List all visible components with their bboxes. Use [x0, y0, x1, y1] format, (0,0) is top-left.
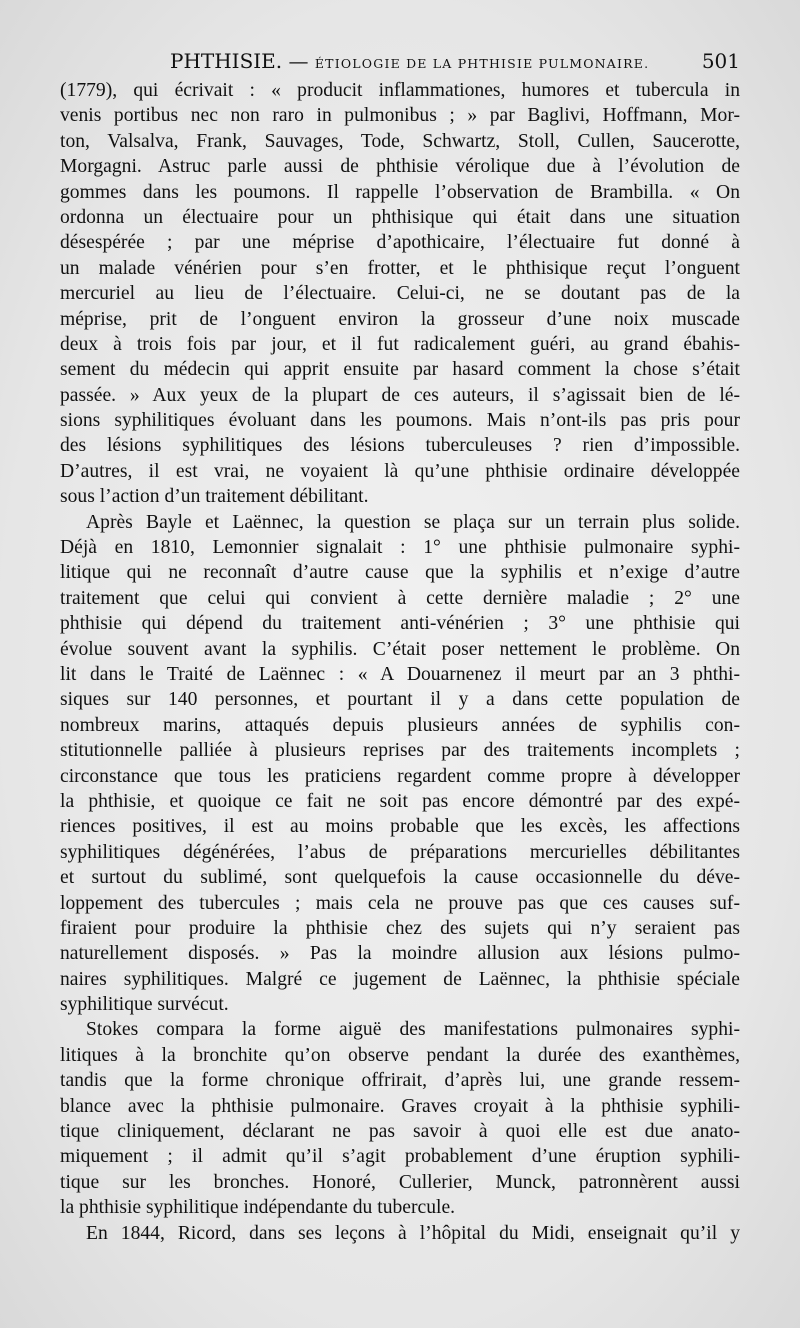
text-line: firaient pour produire la phthisie chez des sujets qui n’y seraient pas — [60, 917, 740, 939]
text-line: litiques à la bronchite qu’on observe pendant la durée des exanthèmes, — [60, 1044, 740, 1066]
text-line: sement du médecin qui apprit ensuite par hasard comment la chose s’était — [60, 359, 740, 381]
text-line: circonstance que tous les praticiens regardent comme propre à développer — [60, 765, 740, 787]
text-line: miquement ; il admit qu’il s’agit probablement d’une éruption syphili- — [60, 1146, 740, 1168]
text-line: naturellement disposés. » Pas la moindre allusion aux lésions pulmo- — [60, 943, 740, 965]
text-line: la phthisie, et quoique ce fait ne soit pas encore démontré par des expé- — [60, 790, 740, 812]
text-line: sous l’action d’un traitement débilitant. — [60, 486, 369, 508]
running-head-subtitle: ÉTIOLOGIE DE LA PHTHISIE PULMONAIRE. — [314, 56, 650, 71]
text-line: tique cliniquement, déclarant ne pas savoir à quoi elle est due anato- — [60, 1121, 740, 1143]
text-line: passée. » Aux yeux de la plupart de ces auteurs, il s’agissait bien de lé- — [60, 384, 740, 406]
text-line: siques sur 140 personnes, et pourtant il y a dans cette population de — [60, 689, 740, 711]
text-line: désespérée ; par une méprise d’apothicaire, l’électuaire fut donné à — [60, 232, 740, 254]
text-line: méprise, prit de l’onguent environ la grosseur d’une noix muscade — [60, 308, 740, 330]
text-line: naires syphilitiques. Malgré ce jugement de Laënnec, la phthisie spéciale — [60, 968, 740, 990]
text-line: syphilitiques dégénérées, l’abus de préparations mercurielles débilitantes — [60, 841, 740, 863]
text-line: mercuriel au lieu de l’électuaire. Celui-ci, ne se doutant pas de la — [60, 283, 740, 305]
text-line: gommes dans les poumons. Il rappelle l’observation de Brambilla. « On — [60, 181, 740, 203]
text-line: deux à trois fois par jour, et il fut radicalement guéri, au grand ébahis- — [60, 333, 740, 355]
page-number: 501 — [701, 49, 740, 73]
text-line: Après Bayle et Laënnec, la question se plaça sur un terrain plus solide. — [86, 511, 740, 533]
text-line: évolue souvent avant la syphilis. C’était poser nettement le problème. On — [60, 638, 740, 660]
text-line: (1779), qui écrivait : « producit inflammationes, humores et tubercula in — [60, 80, 740, 101]
body-text — [60, 78, 740, 1246]
text-line: et surtout du sublimé, sont quelquefois la cause occasionnelle du déve- — [60, 867, 740, 889]
text-line: ton, Valsalva, Frank, Sauvages, Tode, Schwartz, Stoll, Cullen, Saucerotte, — [60, 130, 740, 152]
text-line: traitement que celui qui convient à cette dernière maladie ; 2° une — [60, 587, 740, 609]
running-head-dash: — — [282, 49, 315, 73]
text-line: Stokes compara la forme aiguë des manifestations pulmonaires syphi- — [86, 1019, 740, 1041]
text-line: litique qui ne reconnaît d’autre cause que la syphilis et n’exige d’autre — [60, 562, 740, 584]
text-line: syphilitique survécut. — [60, 994, 229, 1016]
text-line: stitutionnelle palliée à plusieurs reprises par des traitements incomplets ; — [60, 740, 740, 762]
text-line: loppement des tubercules ; mais cela ne prouve pas que ces causes suf- — [60, 892, 740, 914]
text-line: lit dans le Traité de Laënnec : « A Douarnenez il meurt par an 3 phthi- — [60, 663, 740, 685]
text-line: sions syphilitiques évoluant dans les poumons. Mais n’ont-ils pas pris pour — [60, 410, 740, 432]
text-line: un malade vénérien pour s’en frotter, et le phthisique reçut l’onguent — [60, 257, 740, 279]
text-line: D’autres, il est vrai, ne voyaient là qu’une phthisie ordinaire développée — [60, 460, 740, 482]
text-line: phthisie qui dépend du traitement anti-vénérien ; 3° une phthisie qui — [60, 613, 740, 635]
text-line: tandis que la forme chronique offrirait, d’après lui, une grande ressem- — [60, 1070, 740, 1092]
text-line: tique sur les bronches. Honoré, Cullerier, Munck, patronnèrent aussi — [60, 1171, 740, 1193]
text-line: En 1844, Ricord, dans ses leçons à l’hôpital du Midi, enseignait qu’il y — [86, 1222, 740, 1244]
text-line: ordonna un électuaire pour un phthisique qui était dans une situation — [60, 206, 740, 228]
text-line: des lésions syphilitiques des lésions tuberculeuses ? rien d’impossible. — [60, 435, 740, 457]
text-line: Morgagni. Astruc parle aussi de phthisie vérolique due à l’évolution de — [60, 156, 740, 178]
text-line: riences positives, il est au moins probable que les excès, les affections — [60, 816, 740, 838]
running-head-title: PHTHISIE. — [170, 49, 283, 73]
text-line: nombreux marins, attaqués depuis plusieurs années de syphilis con- — [60, 714, 740, 736]
text-line: la phthisie syphilitique indépendante du tubercule. — [60, 1197, 456, 1219]
text-line: Déjà en 1810, Lemonnier signalait : 1° une phthisie pulmonaire syphi- — [60, 537, 740, 559]
text-line: venis portibus nec non raro in pulmonibus ; » par Baglivi, Hoffmann, Mor- — [60, 105, 740, 127]
running-head — [60, 48, 740, 74]
text-line: blance avec la phthisie pulmonaire. Graves croyait à la phthisie syphili- — [60, 1095, 740, 1117]
